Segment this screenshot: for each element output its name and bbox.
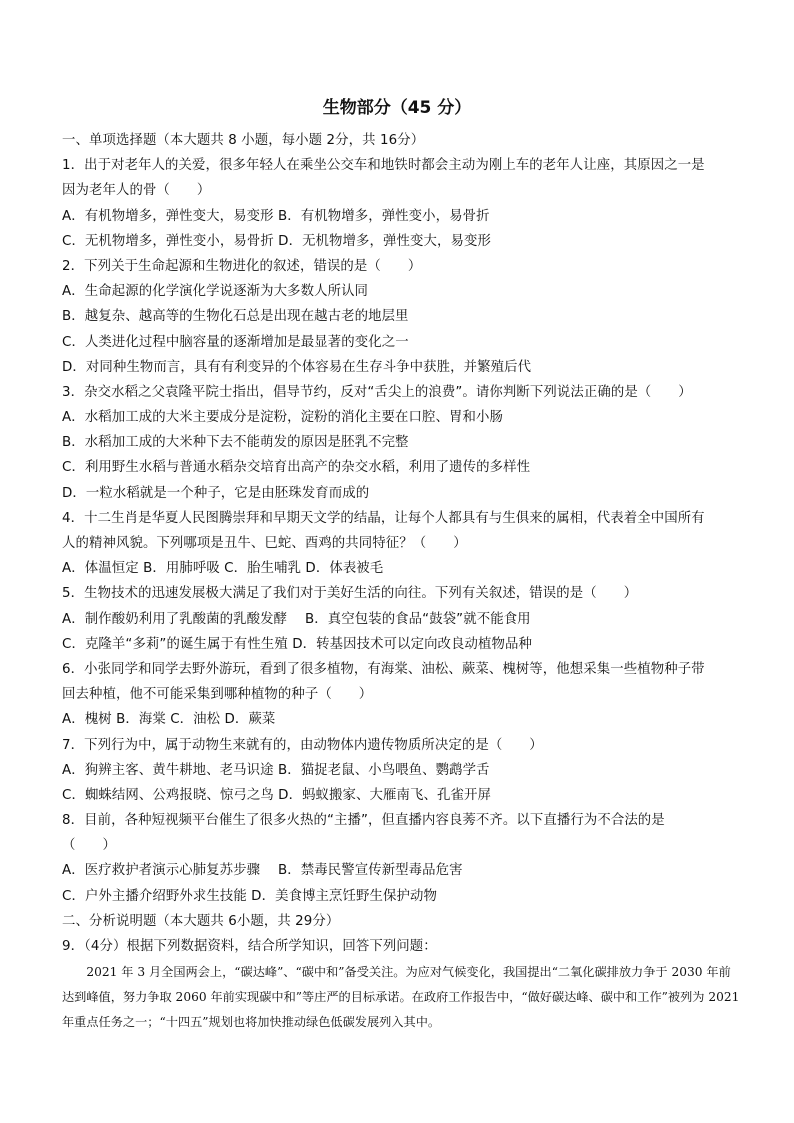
- question-6-stem: 6．小张同学和同学去野外游玩，看到了很多植物，有海棠、油松、蕨菜、槐树等，他想采集一些植物种子带: [62, 661, 705, 677]
- question-5-options-cd: C．克隆羊“多莉”的诞生属于有性生殖 D．转基因技术可以定向改良动植物品种: [62, 636, 532, 652]
- question-2-stem: 2．下列关于生命起源和生物进化的叙述，错误的是（ ）: [62, 258, 422, 274]
- question-2-option-c: C．人类进化过程中脑容量的逐渐增加是最显著的变化之一: [62, 334, 409, 350]
- question-6-stem-cont: 回去种植，他不可能采集到哪种植物的种子（ ）: [62, 687, 373, 703]
- question-3-option-a: A．水稻加工成的大米主要成分是淀粉，淀粉的消化主要在口腔、胃和小肠: [62, 410, 503, 426]
- question-3-option-b: B．水稻加工成的大米种下去不能萌发的原因是胚乳不完整: [62, 435, 409, 451]
- question-5-stem: 5．生物技术的迅速发展极大满足了我们对于美好生活的向往。下列有关叙述，错误的是（ ）: [62, 586, 638, 602]
- question-7-stem: 7．下列行为中，属于动物生来就有的，由动物体内遗传物质所决定的是（ ）: [62, 737, 543, 753]
- question-4-stem-cont: 人的精神风貌。下列哪项是丑牛、巳蛇、酉鸡的共同特征？（ ）: [62, 536, 467, 551]
- question-9-passage: 2021 年 3 月全国两会上，“碳达峰”、“碳中和”备受关注。为应对气候变化，我国提出“二氧化碳排放力争于 2030 年前达到峰值，努力争取 2060 年前实现碳中和”等庄严的目标承诺。在政府工作报告中，“做好碳达峰、碳中和工作”被列为 2021 年重点任务之一；“十四五”规划也将加快推动绿色低碳发展列入其中。: [62, 965, 740, 1030]
- question-8-stem: 8．目前，各种短视频平台催生了很多火热的“主播”，但直播内容良莠不齐。以下直播行为不合法的是: [62, 813, 665, 829]
- question-2-option-b: B．越复杂、越高等的生物化石总是出现在越古老的地层里: [62, 309, 409, 325]
- question-2-option-d: D．对同种生物而言，具有有利变异的个体容易在生存斗争中获胜，并繁殖后代: [62, 359, 532, 375]
- question-3-option-c: C．利用野生水稻与普通水稻杂交培育出高产的杂交水稻，利用了遗传的多样性: [62, 460, 531, 476]
- question-4-stem: 4．十二生肖是华夏人民图腾崇拜和早期天文学的结晶，让每个人都具有与生俱来的属相，代表着全中国所有: [62, 510, 705, 526]
- question-1-options-cd: C．无机物增多，弹性变小，易骨折 D．无机物增多，弹性变大，易变形: [62, 233, 491, 249]
- question-8-options-ab: A．医疗救护者演示心肺复苏步骤 B．禁毒民警宣传新型毒品危害: [62, 863, 463, 879]
- question-9-stem: 9．（4分）根据下列数据资料，结合所学知识，回答下列问题：: [62, 939, 437, 954]
- section-heading-analysis: 二、分析说明题（本大题共 6小题，共 29分）: [62, 913, 340, 929]
- question-list: [62, 128, 742, 1035]
- section-heading-single-choice: 一、单项选择题（本大题共 8 小题，每小题 2分，共 16分）: [62, 133, 425, 148]
- question-1-options-ab: A．有机物增多，弹性变大，易变形 B．有机物增多，弹性变小，易骨折: [62, 208, 490, 224]
- question-3-stem: 3．杂交水稻之父袁隆平院士指出，倡导节约，反对“舌尖上的浪费”。请你判断下列说法正确的是（ ）: [62, 384, 692, 400]
- question-4-options: A．体温恒定 B．用肺呼吸 C．胎生哺乳 D．体表被毛: [62, 561, 384, 577]
- question-2-option-a: A．生命起源的化学演化学说逐渐为大多数人所认同: [62, 284, 369, 300]
- question-1-stem: 1．出于对老年人的关爱，很多年轻人在乘坐公交车和地铁时都会主动为刚上车的老年人让座，其原因之一是: [62, 158, 705, 174]
- question-7-options-ab: A．狗辨主客、黄牛耕地、老马识途 B．猫捉老鼠、小鸟喂鱼、鹦鹉学舌: [62, 762, 490, 778]
- question-7-options-cd: C．蜘蛛结网、公鸡报晓、惊弓之鸟 D．蚂蚁搬家、大雁南飞、孔雀开屏: [62, 787, 491, 803]
- question-3-option-d: D．一粒水稻就是一个种子，它是由胚珠发育而成的: [62, 485, 370, 501]
- question-1-stem-cont: 因为老年人的骨（ ）: [62, 183, 211, 199]
- question-8-stem-cont: （ ）: [62, 838, 116, 854]
- question-5-options-ab: A．制作酸奶利用了乳酸菌的乳酸发酵 B．真空包装的食品“鼓袋”就不能食用: [62, 611, 531, 627]
- question-6-options: A．槐树 B．海棠 C．油松 D．蕨菜: [62, 712, 276, 728]
- question-8-options-cd: C．户外主播介绍野外求生技能 D．美食博主烹饪野生保护动物: [62, 888, 437, 904]
- section-title: 生物部分（45 分）: [322, 98, 472, 118]
